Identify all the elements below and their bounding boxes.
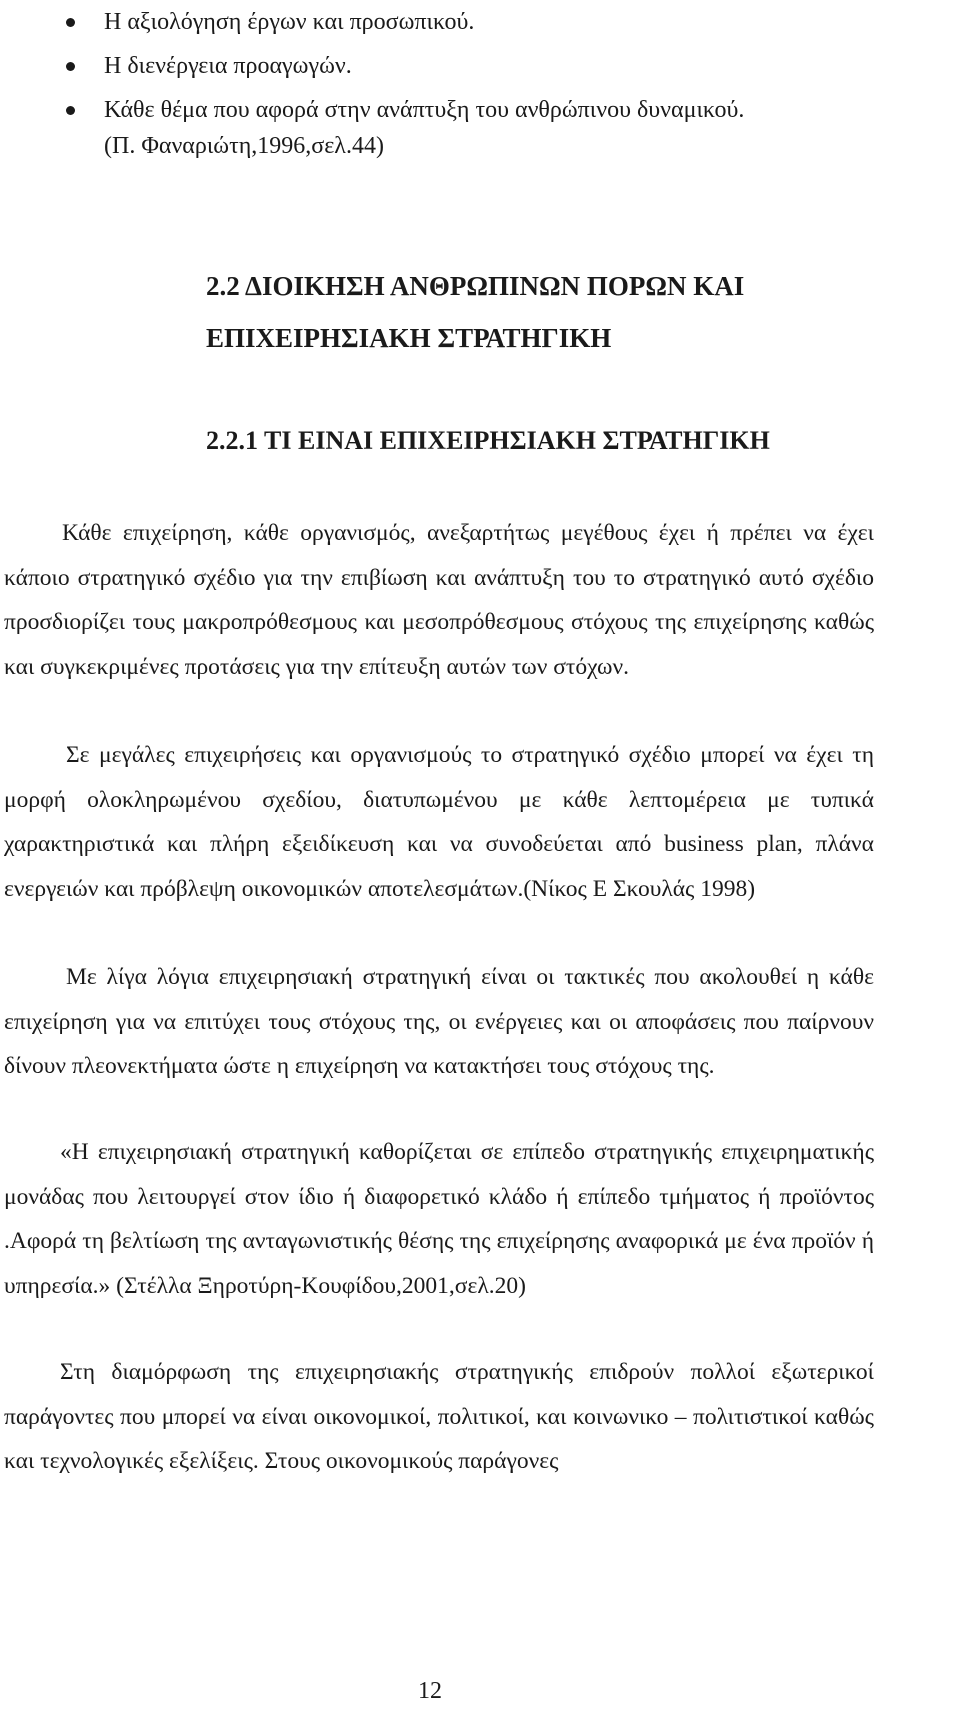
bullet-list [0, 0, 960, 132]
bullet-item [0, 44, 960, 88]
body-paragraph: «Η επιχειρησιακή στρατηγική καθορίζεται σε επίπεδο στρατηγικής επιχειρηματικής μονάδας που λειτουργεί στον ίδιο ή διαφορετικό κλάδο ή επίπεδο τμήματος ή προϊόντος .Αφορά τη βελτίωση της ανταγωνιστικής θέσης της επιχείρησης αναφορικά με ένα προϊόν ή υπηρεσία.» (Στέλλα Ξηροτύρη-Κουφίδου,2001,σελ.20) [4, 1139, 874, 1299]
bullet-dot-icon [66, 18, 75, 27]
bullets-citation: (Π. Φαναριώτη,1996,σελ.44) [104, 133, 384, 159]
body-paragraph: Με λίγα λόγια επιχειρησιακή στρατηγική είναι οι τακτικές που ακολουθεί η κάθε επιχείρηση για να επιτύχει τους στόχους της, οι ενέργειες και οι αποφάσεις που παίρνουν δίνουν πλεονεκτήματα ώστε η επιχείρηση να κατακτήσει τους στόχους της. [4, 964, 874, 1080]
section-heading-line1: 2.2 ΔΙΟΙΚΗΣΗ ΑΝΘΡΩΠΙΝΩΝ ΠΟΡΩΝ ΚΑΙ [206, 271, 745, 301]
bullet-item [0, 0, 960, 44]
bullet-dot-icon [66, 106, 75, 115]
body-paragraph: Στη διαμόρφωση της επιχειρησιακής στρατηγικής επιδρούν πολλοί εξωτερικοί παράγοντες που μπορεί να είναι οικονομικοί, πολιτικοί, και κοινωνικο – πολιτιστικοί καθώς και τεχνολογικές εξελίξεις. Στους οικονομικούς παράγονες [4, 1359, 874, 1475]
body-paragraph: Κάθε επιχείρηση, κάθε οργανισμός, ανεξαρτήτως μεγέθους έχει ή πρέπει να έχει κάποιο στρατηγικό σχέδιο για την επιβίωση και ανάπτυξη του το στρατηγικό αυτό σχέδιο προσδιορίζει τους μακροπρόθεσμους και μεσοπρόθεσμους στόχους της επιχείρησης καθώς και συγκεκριμένες προτάσεις για την επίτευξη αυτών των στόχων. [4, 520, 874, 680]
bullet-dot-icon [66, 62, 75, 71]
page-number: 12 [418, 1678, 442, 1704]
bullet-text: Η αξιολόγηση έργων και προσωπικού. [104, 9, 475, 35]
bullet-text: Κάθε θέμα που αφορά στην ανάπτυξη του ανθρώπινου δυναμικού. [104, 97, 745, 123]
body-paragraph: Σε μεγάλες επιχειρήσεις και οργανισμούς το στρατηγικό σχέδιο μπορεί να έχει τη μορφή ολοκληρωμένου σχεδίου, διατυπωμένου με κάθε λεπτομέρεια με τυπικά χαρακτηριστικά και πλήρη εξειδίκευση και να συνοδεύεται από business plan, πλάνα ενεργειών και πρόβλεψη οικονομικών αποτελεσμάτων.(Νίκος Ε Σκουλάς 1998) [4, 742, 874, 902]
bullet-text: Η διενέργεια προαγωγών. [104, 53, 352, 79]
subsection-heading: 2.2.1 ΤΙ ΕΙΝΑΙ ΕΠΙΧΕΙΡΗΣΙΑΚΗ ΣΤΡΑΤΗΓΙΚΗ [206, 426, 770, 455]
section-heading-line2: ΕΠΙΧΕΙΡΗΣΙΑΚΗ ΣΤΡΑΤΗΓΙΚΗ [206, 323, 612, 353]
